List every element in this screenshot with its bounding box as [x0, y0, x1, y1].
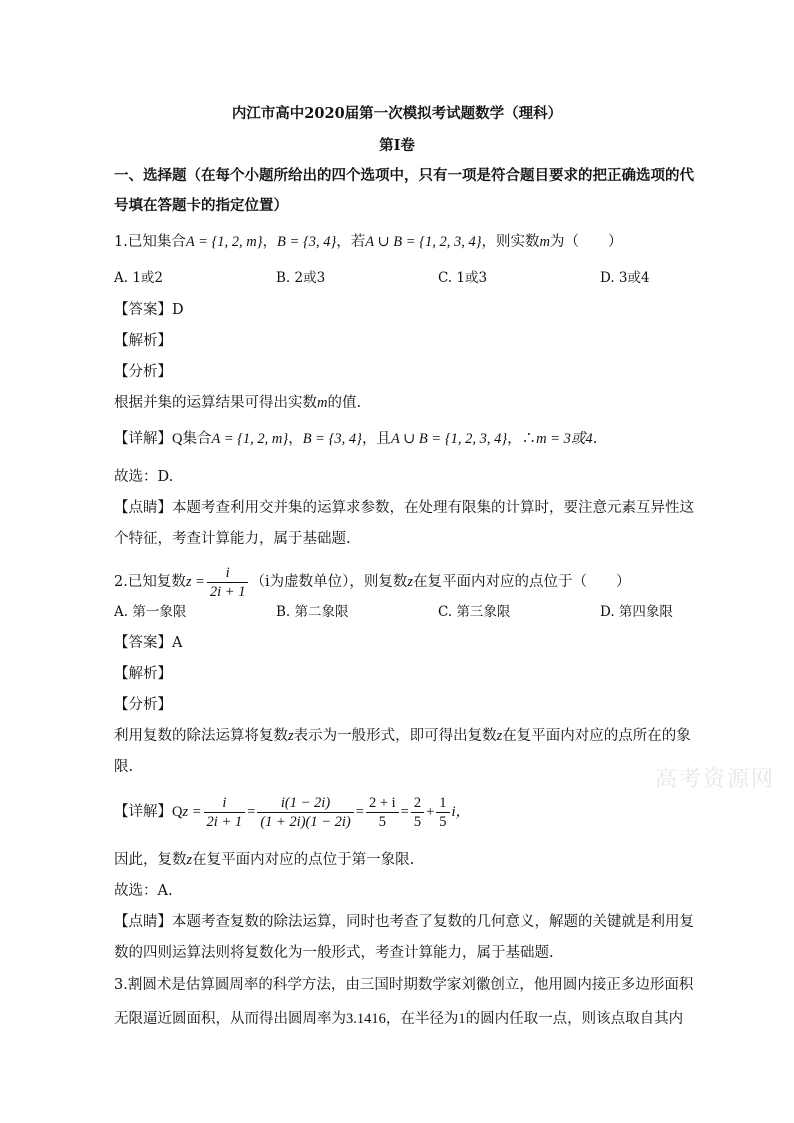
q2-detail-frac2-den: (1 + 2i)(1 − 2i): [260, 813, 351, 830]
q2-detail-frac2: [257, 794, 353, 831]
q2-detail-frac3-num: 2 + i: [366, 794, 399, 813]
q2-detail-i-tail: i，: [451, 804, 471, 820]
q3-line2b: ，在半径为: [385, 1011, 459, 1027]
q1-option-b: B. 2或3: [276, 270, 326, 286]
q1-union: A ∪ B = {1, 2, 3, 4}: [365, 234, 482, 250]
q2-option-a: A. 第一象限: [114, 604, 187, 620]
section-heading-line2: 号填在答题卡的指定位置）: [114, 197, 288, 214]
q1-detail-set-b: B = {3, 4}: [302, 431, 362, 447]
q2-choose: 故选：A.: [114, 883, 173, 899]
q2-tail: 在复平面内对应的点位于（ ）: [413, 574, 631, 590]
q1-fenxi: [114, 393, 682, 413]
q2-detail-frac1: [204, 794, 246, 831]
watermark-text: 高考资源网: [655, 767, 776, 792]
q2-conclude-a: 因此，复数: [114, 852, 187, 868]
q1-set-b: B = {3, 4}: [277, 234, 337, 250]
q1-comment-line1: 【点睛】本题考查利用交并集的运算求参数，在处理有限集的计算时，要注意元素互异性这: [114, 500, 694, 516]
q2-analysis-head: 【解析】: [114, 666, 172, 682]
q2-comment-line1: 【点睛】本题考查复数的除法运算，同时也考查了复数的几何意义，解题的关键就是利用复: [114, 914, 694, 930]
q1-comment-line2: 个特征，考查计算能力，属于基础题.: [114, 531, 351, 547]
q1-detail-and: ，且: [361, 431, 391, 447]
q1-detail: 【详解】Q集合A = {1, 2, m}，B = {3, 4}，且A ∪ B = {1, 2, 3, 4}，∴m = 3或4.: [114, 431, 598, 447]
document-title: 内江市高中2020届第一次模拟考试题数学（理科）: [231, 105, 563, 122]
q2-detail: 【详解】Qz = $\frac{i}{2i + 1}$ = $\frac{i(1 - 2i)}{(1 + 2i)(1 - 2i)}$ = $\frac{2 + i}{5}$ = $\frac{2}{5}$ + $\frac{1}{5}$ i，: [114, 794, 471, 830]
q2-detail-frac2-num: i(1 − 2i): [257, 794, 353, 813]
q2-detail-head: 【详解】: [114, 804, 172, 820]
q1-detail-set-a: A = {1, 2, m}: [211, 431, 289, 447]
q1-set-a: A = {1, 2, m}: [185, 234, 263, 250]
q2-detail-frac1-num: i: [204, 794, 246, 813]
q1-fenxi-text: 根据并集的运算结果可得出实数: [114, 395, 317, 411]
q2-z-eq: z =: [185, 574, 205, 590]
q1-option-a: A. 1或2: [114, 270, 164, 286]
q3-pi-value: 3.1416: [346, 1011, 386, 1027]
q3-line2a: 无限逼近圆面积，从而得出圆周率为: [114, 1011, 346, 1027]
q2-fenxi-var2: z: [496, 728, 503, 744]
q1-detail-result: m = 3或4: [536, 431, 593, 447]
volume-heading: 第Ⅰ卷: [379, 137, 415, 154]
q2-detail-frac1-den: 2i + 1: [206, 813, 243, 830]
q1-detail-union: A ∪ B = {1, 2, 3, 4}: [390, 431, 508, 447]
q2-detail-frac4-num: 2: [411, 794, 424, 813]
q3-line2: [114, 1009, 682, 1029]
q2-conclude-var: z: [186, 852, 193, 868]
q1-end: 为（ ）: [550, 234, 623, 250]
q1-tail: ，则实数: [481, 234, 540, 250]
q2-detail-frac5: [436, 794, 449, 831]
q2-conclusion: [114, 850, 682, 870]
q2-detail-frac3-den: 5: [378, 813, 386, 830]
q2-fenxi-line1: [114, 726, 691, 746]
q2-answer: 【答案】A: [114, 635, 183, 651]
q1-cond-lead: ，若: [336, 234, 366, 250]
q2-fenxi1a: 利用复数的除法运算将复数: [114, 728, 288, 744]
q2-fenxi-line2: 限.: [114, 759, 134, 775]
q2-detail-frac3: [366, 794, 399, 831]
q2-comment-line2: 数的四则运算法则将复数化为一般形式，考查计算能力，属于基础题.: [114, 945, 554, 961]
q2-frac-num: i: [207, 564, 249, 583]
because-symbol: Q: [172, 431, 183, 447]
q1-detail-text: 集合: [182, 431, 212, 447]
q2-conclude-b: 在复平面内对应的点位于第一象限.: [192, 852, 415, 868]
q2-option-b: B. 第二象限: [276, 604, 349, 620]
q3-line1: 3.割圆术是估算圆周率的科学方法，由三国时期数学家刘徽创立，他用圆内接正多边形面积: [114, 977, 694, 993]
q1-stem: 1.已知集合A = {1, 2, m}，B = {3, 4}，若A ∪ B = {1, 2, 3, 4}，则实数m为（ ）: [114, 234, 623, 250]
q1-option-c: C. 1或3: [438, 270, 488, 286]
q1-answer: 【答案】D: [114, 302, 184, 318]
section-heading-line1: 一、选择题（在每个小题所给出的四个选项中，只有一项是符合题目要求的把正确选项的代: [114, 167, 694, 184]
q1-var: m: [539, 234, 551, 250]
q1-analysis-head: 【解析】: [114, 333, 172, 349]
q1-fenxi-var: m: [317, 395, 328, 411]
q2-fenxi-var1: z: [288, 728, 294, 744]
q2-because-symbol: Q: [172, 804, 183, 820]
q2-fenxi-head: 【分析】: [114, 697, 172, 713]
q2-prefix: 2.已知复数: [114, 574, 186, 590]
q1-detail-head: 【详解】: [114, 431, 172, 447]
q1-option-d: D. 3或4: [600, 270, 650, 286]
q1-prefix: 1.已知集合: [114, 234, 186, 250]
q1-fenxi-tail: 的值.: [327, 395, 362, 411]
q3-line2c: 的圆内任取一点，则该点取自其内: [465, 1011, 684, 1027]
q2-detail-frac4: [411, 794, 424, 831]
therefore-symbol: ∴: [521, 431, 537, 447]
q2-detail-z: z =: [182, 804, 202, 820]
q2-detail-frac5-den: 5: [439, 813, 447, 830]
q2-detail-plus: +: [426, 804, 435, 820]
q2-fenxi1c: 在复平面内对应的点所在的象: [502, 728, 691, 744]
q2-detail-frac5-num: 1: [436, 794, 449, 813]
q2-option-c: C. 第三象限: [438, 604, 511, 620]
q2-detail-frac4-den: 5: [413, 813, 422, 830]
q1-choose: 故选：D.: [114, 469, 174, 485]
q2-stem: [114, 562, 682, 602]
q1-fenxi-head: 【分析】: [114, 364, 172, 380]
q2-option-d: D. 第四象限: [600, 604, 673, 620]
q3-radius: 1: [458, 1011, 466, 1027]
q2-paren: （i为虚数单位），则复数: [250, 574, 408, 590]
q2-fenxi1b: 表示为一般形式，即可得出复数: [293, 728, 497, 744]
q2-fraction: [207, 564, 249, 601]
q2-frac-den: 2i + 1: [209, 583, 246, 600]
q2-var: z: [407, 574, 414, 590]
